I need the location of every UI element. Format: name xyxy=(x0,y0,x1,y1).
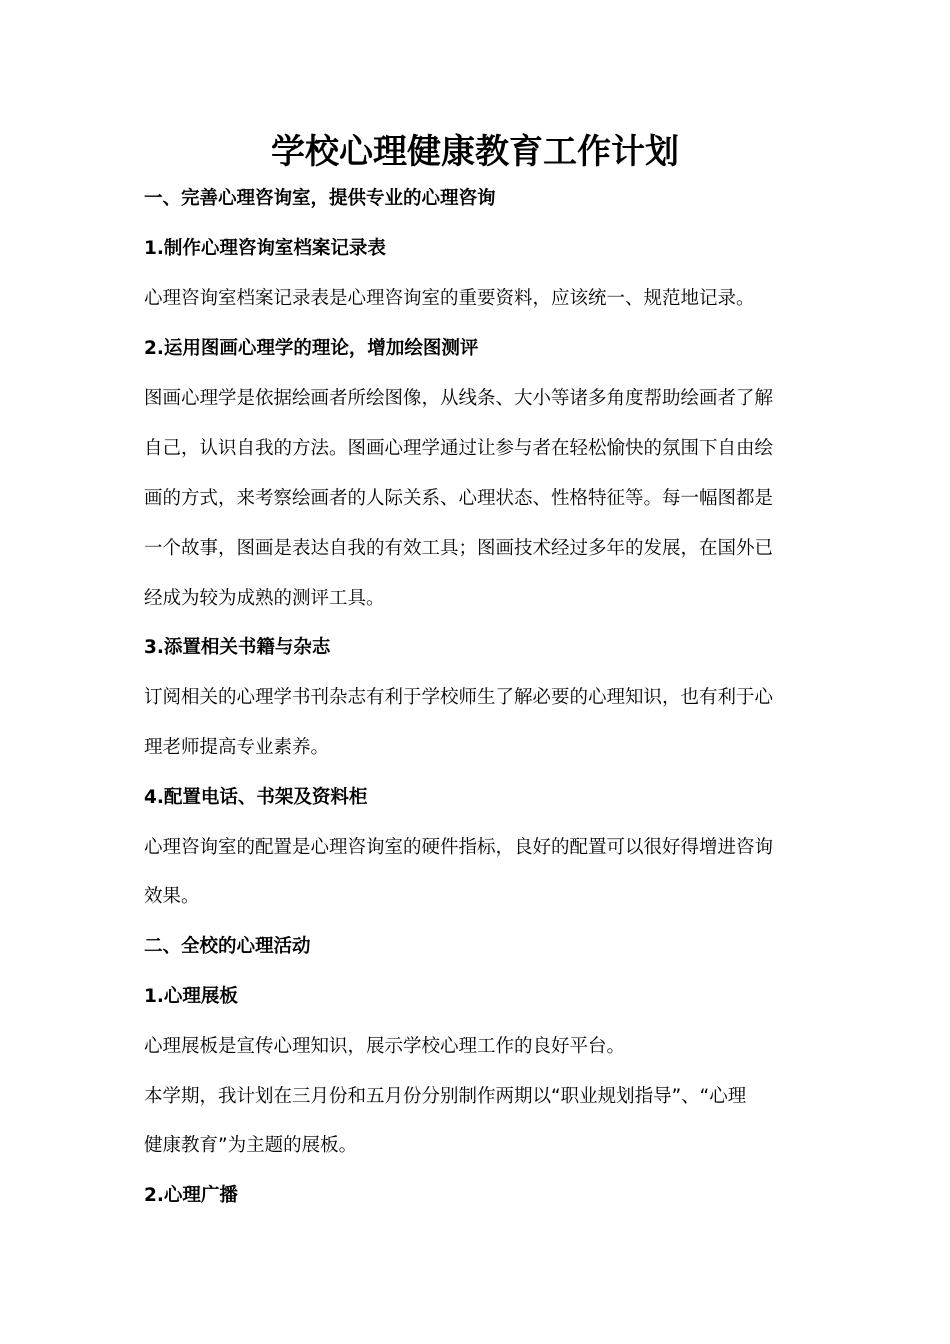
paragraph-line: 本学期，我计划在三月份和五月份分别制作两期以“职业规划指导”、“心理 xyxy=(144,1086,747,1107)
paragraph-line: 健康教育”为主题的展板。 xyxy=(144,1135,358,1156)
subheading-1-3: 3.添置相关书籍与杂志 xyxy=(144,637,331,658)
paragraph-line: 心理咨询室的配置是心理咨询室的硬件指标，良好的配置可以很好得增进咨询 xyxy=(144,837,774,858)
subheading-1-2: 2.运用图画心理学的理论，增加绘图测评 xyxy=(144,338,479,359)
subheading-2-2: 2.心理广播 xyxy=(144,1185,238,1206)
paragraph-line: 订阅相关的心理学书刊杂志有利于学校师生了解必要的心理知识，也有利于心 xyxy=(144,687,774,708)
document-title: 学校心理健康教育工作计划 xyxy=(271,132,679,172)
subheading-1-4: 4.配置电话、书架及资料柜 xyxy=(144,787,368,808)
paragraph-line: 效果。 xyxy=(144,886,200,907)
paragraph-line: 画的方式，来考察绘画者的人际关系、心理状态、性格特征等。每一幅图都是 xyxy=(144,488,774,509)
section-heading-2: 二、全校的心理活动 xyxy=(144,936,311,957)
paragraph-line: 经成为较为成熟的测评工具。 xyxy=(144,588,385,609)
paragraph-line: 一个故事，图画是表达自我的有效工具；图画技术经过多年的发展，在国外已 xyxy=(144,538,774,559)
paragraph-line: 图画心理学是依据绘画者所绘图像，从线条、大小等诸多角度帮助绘画者了解 xyxy=(144,388,774,409)
paragraph-line: 心理咨询室档案记录表是心理咨询室的重要资料，应该统一、规范地记录。 xyxy=(144,288,755,309)
subheading-1-1: 1.制作心理咨询室档案记录表 xyxy=(144,238,386,259)
section-heading-1: 一、完善心理咨询室，提供专业的心理咨询 xyxy=(144,188,496,209)
paragraph-line: 心理展板是宣传心理知识，展示学校心理工作的良好平台。 xyxy=(144,1036,626,1057)
subheading-2-1: 1.心理展板 xyxy=(144,986,238,1007)
paragraph-line: 自己，认识自我的方法。图画心理学通过让参与者在轻松愉快的氛围下自由绘 xyxy=(144,438,774,459)
paragraph-line: 理老师提高专业素养。 xyxy=(144,737,330,758)
